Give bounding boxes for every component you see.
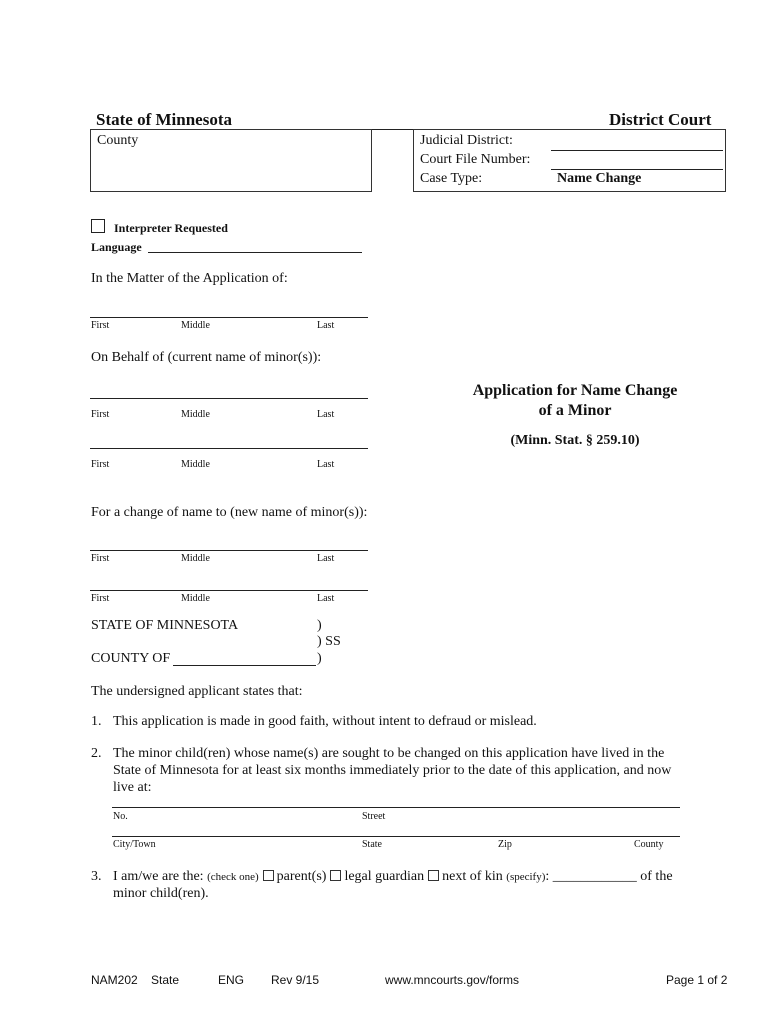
next-of-kin-label: next of kin [442,869,503,884]
venue-state: STATE OF MINNESOTA [91,618,239,633]
name-first-label: First [91,553,110,564]
new-minor-name-field-1[interactable] [90,550,368,551]
address-street-field[interactable] [112,807,680,808]
address-county-label: County [634,839,664,850]
doc-title-line2: of a Minor [538,402,612,419]
county-box[interactable] [90,129,372,192]
footer-url[interactable]: www.mncourts.gov/forms [385,973,520,987]
court-file-number-label: Court File Number: [420,152,531,167]
name-first-label: First [91,593,110,604]
matter-intro: In the Matter of the Application of: [91,271,288,286]
name-first-label: First [91,459,110,470]
current-minor-name-field-1[interactable] [90,398,368,399]
court-file-number-field[interactable] [551,169,723,170]
case-type-value: Name Change [557,171,642,186]
name-last-label: Last [317,459,335,470]
new-minor-name-field-2[interactable] [90,590,368,591]
footer-state: State [151,973,180,987]
address-street-label: Street [362,811,386,822]
specify-field[interactable]: ____________ [552,869,637,884]
item-2-line1: The minor child(ren) whose name(s) are sought to be changed on this application have lived in the [113,746,665,761]
venue-paren-3: ) [317,651,322,666]
item-3-line2: minor child(ren). [113,886,209,901]
item-2-line2: State of Minnesota for at least six months immediately prior to the date of this application, and now [113,763,672,778]
footer-lang: ENG [218,973,245,987]
venue-county-label: COUNTY OF [91,651,171,666]
item-3-prefix: I am/we are the: [113,869,204,884]
language-field[interactable] [148,252,362,253]
address-city-field[interactable] [112,836,680,837]
name-middle-label: Middle [181,459,210,470]
venue-paren-1: ) [317,618,322,633]
item-1-number: 1. [91,714,102,729]
current-minor-name-field-2[interactable] [90,448,368,449]
case-type-label: Case Type: [420,171,483,186]
name-middle-label: Middle [181,553,210,564]
item-1-text: This application is made in good faith, without intent to defraud or mislead. [113,714,537,729]
county-label: County [97,133,139,148]
item-3-number: 3. [91,869,102,884]
case-info-box [413,129,726,192]
specify-note: (specify) [506,871,546,883]
address-city-label: City/Town [113,839,156,850]
undersigned-statement: The undersigned applicant states that: [91,684,303,699]
court-title: District Court [609,110,712,129]
name-middle-label: Middle [181,320,210,331]
address-no-label: No. [113,811,128,822]
item-3-suffix: of the [640,869,673,884]
address-state-label: State [362,839,382,850]
name-last-label: Last [317,409,335,420]
name-first-label: First [91,409,110,420]
judicial-district-field[interactable] [551,150,723,151]
item-2-number: 2. [91,746,102,761]
change-label: For a change of name to (new name of minor(s)): [91,505,368,520]
venue-ss: ) SS [317,634,341,649]
legal-guardian-label: legal guardian [344,869,425,884]
language-label: Language [91,240,142,254]
footer-rev: Rev 9/15 [271,973,320,987]
footer-page: Page 1 of 2 [666,973,728,987]
applicant-name-field[interactable] [90,317,368,318]
name-first-label: First [91,320,110,331]
specify-colon: : [545,869,550,884]
doc-title-line1: Application for Name Change [472,382,678,399]
name-last-label: Last [317,593,335,604]
footer-form-id: NAM202 [91,973,138,987]
parent-checkbox[interactable] [263,870,274,881]
doc-statute: (Minn. Stat. § 259.10) [510,433,640,448]
address-zip-label: Zip [498,839,512,850]
item-3-line1 [113,869,673,885]
item-2-line3: live at: [113,780,152,795]
name-middle-label: Middle [181,409,210,420]
next-of-kin-checkbox[interactable] [428,870,439,881]
name-last-label: Last [317,320,335,331]
item-3-check-note: (check one) [207,871,259,883]
interpreter-label: Interpreter Requested [114,221,228,235]
behalf-label: On Behalf of (current name of minor(s)): [91,350,322,365]
name-middle-label: Middle [181,593,210,604]
interpreter-checkbox[interactable] [91,219,105,233]
parent-label: parent(s) [276,869,327,884]
judicial-district-label: Judicial District: [420,133,513,148]
name-last-label: Last [317,553,335,564]
legal-guardian-checkbox[interactable] [330,870,341,881]
venue-county-field[interactable] [173,665,316,666]
state-title: State of Minnesota [96,110,232,129]
